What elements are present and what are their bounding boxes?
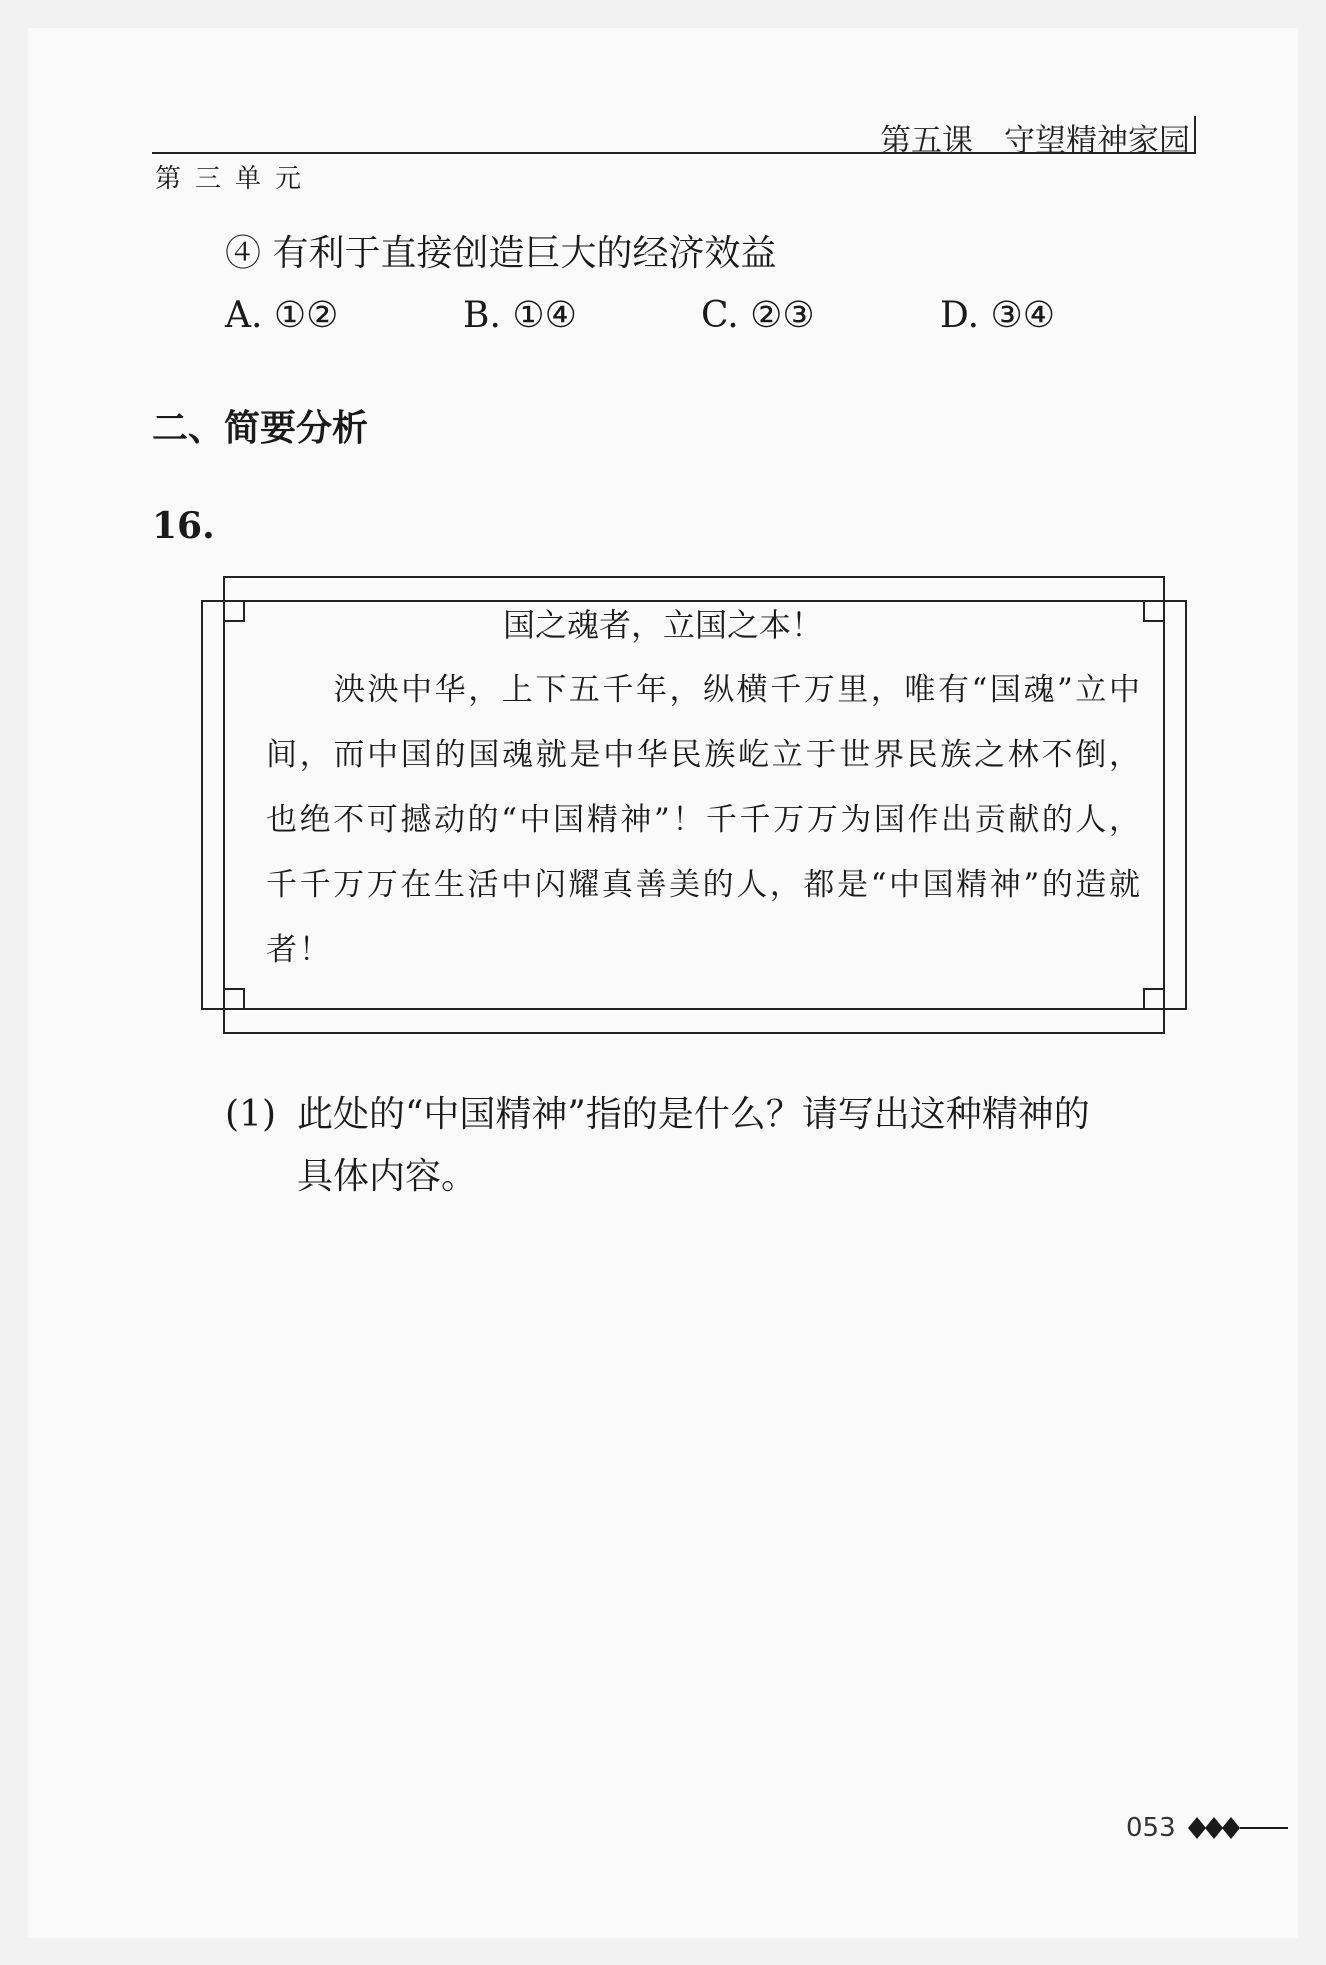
sub-question-number: (1) <box>225 1094 276 1135</box>
section-title: 二、简要分析 <box>152 408 369 449</box>
quote-title: 国之魂者，立国之本！ <box>502 606 823 644</box>
option-4-statement: ④ 有利于直接创造巨大的经济效益 <box>225 233 777 274</box>
frame-corner-bottom-right <box>1143 988 1165 1010</box>
sub-question-1 <box>225 1082 1200 1148</box>
header-rule <box>152 152 1196 154</box>
triple-diamond-icon <box>1188 1814 1288 1842</box>
sub-question-text: 此处的“中国精神”指的是什么？请写出这种精神的 <box>297 1094 1090 1135</box>
choice-b: B. ①④ <box>463 295 577 336</box>
page-number: 053 <box>1126 1813 1176 1843</box>
frame-corner-bottom-left <box>223 988 245 1010</box>
choice-a: A. ①② <box>225 295 339 336</box>
header-vertical-bar <box>1194 116 1196 152</box>
quote-body: 泱泱中华，上下五千年，纵横千万里，唯有“国魂”立中间，而中国的国魂就是中华民族屹立于世界民族之林不倒，也绝不可撼动的“中国精神”！千千万万为国作出贡献的人，千千万万在生活中闪耀真善美的人，都是“中国精神”的造就者！ <box>266 672 1142 968</box>
choice-d: D. ③④ <box>940 295 1056 336</box>
sub-question-text-continued: 具体内容。 <box>297 1156 478 1197</box>
choice-c: C. ②③ <box>701 295 815 336</box>
question-number: 16. <box>152 505 215 547</box>
unit-label: 第三单元 <box>155 164 316 194</box>
lesson-title: 第五课 守望精神家园 <box>880 123 1190 159</box>
